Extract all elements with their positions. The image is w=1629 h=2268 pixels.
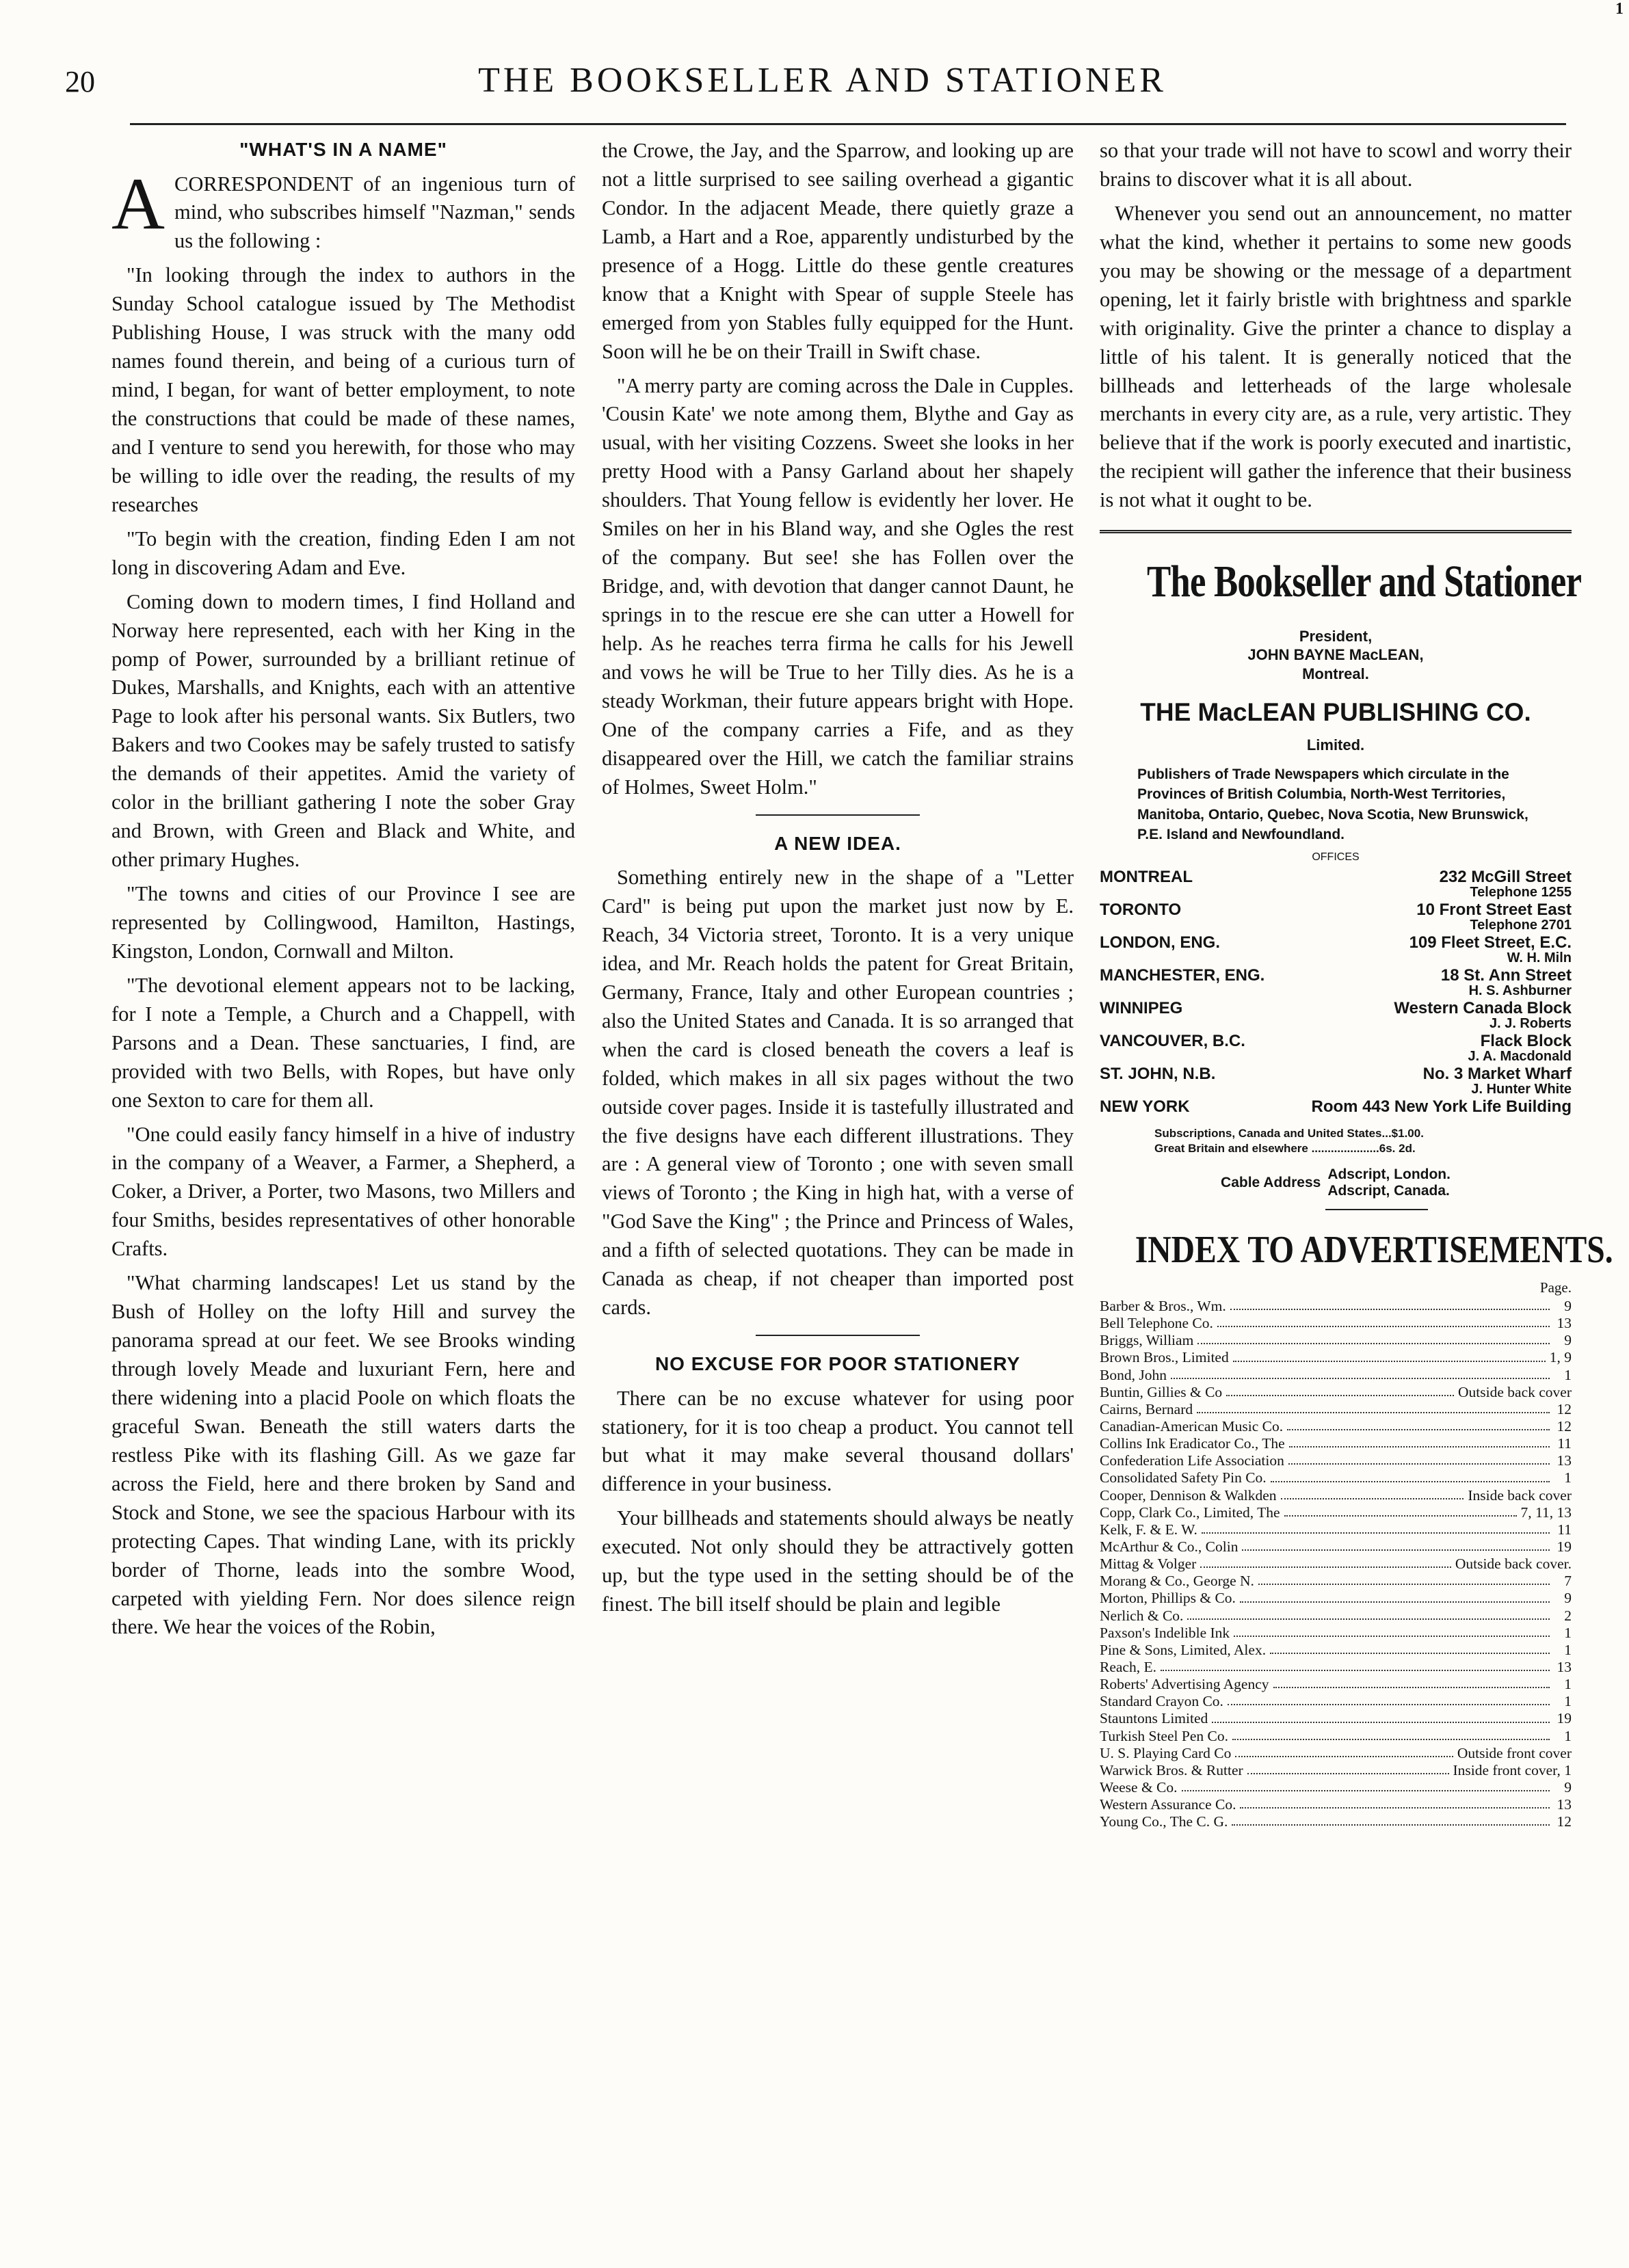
index-page: 1 [1564,1727,1572,1744]
masthead-end-rule [1325,1209,1428,1210]
index-leader-dots [1187,1607,1550,1620]
index-row [1100,1315,1572,1332]
index-advertiser: Briggs, William [1100,1332,1194,1349]
cable-values [1327,1166,1451,1199]
index-page: 12 [1557,1813,1572,1830]
index-page: 1 [1564,1469,1572,1486]
office-city: VANCOUVER, B.C. [1100,1032,1245,1051]
index-leader-dots [1235,1745,1453,1757]
index-leader-dots [1240,1796,1550,1809]
office-city: MONTREAL [1100,868,1193,887]
index-leader-dots [1242,1538,1550,1551]
index-leader-dots [1289,1435,1550,1447]
index-advertiser: Morton, Phillips & Co. [1100,1590,1236,1607]
index-row [1100,1625,1572,1642]
index-page: 1 [1564,1676,1572,1693]
article-stationery-paragraph: Your billheads and statements should always be neatly executed. Not only should they be attractively gotten up, but the type used in the setting should be of the finest. The bill itself should be plain and legible [602,1506,1074,1616]
president-name: JOHN BAYNE MacLEAN, [1247,646,1424,664]
article-names-paragraph: "The towns and cities of our Province I see are represented by Collingwood, Hamilton, Hastings, Kingston, London, Cornwall and Milton. [111,882,575,963]
index-advertiser: Paxson's Indelible Ink [1100,1624,1230,1641]
cable-value: Adscript, London. [1327,1166,1451,1182]
office-row [1100,869,1572,885]
index-page: 9 [1564,1298,1572,1315]
index-leader-dots [1258,1573,1550,1585]
article-names-paragraph: "In looking through the index to authors in the Sunday School catalogue issued by The Methodist Publishing House, I was struck with the many odd names found therein, and being of a curious turn of mind, I began, for want of better employment, to note the constructions that could be made of these names, and I venture to send you herewith, for those who may be willing to idle over the reading, the results of my researches [111,263,575,516]
index-advertiser: Warwick Bros. & Rutter [1100,1761,1243,1778]
header-rule [130,123,1566,125]
index-advertiser: Standard Crayon Co. [1100,1693,1223,1710]
index-row [1100,1298,1572,1315]
cable-label: Cable Address [1221,1174,1321,1190]
index-row [1100,1573,1572,1590]
article-names-paragraph: Coming down to modern times, I find Holland and Norway here represented, each with her King in the pomp of Power, surrounded by a brilliant retinue of Dukes, Marshalls, and Knights, each with an attentive Page to look after his personal wants. Six Butlers, two Bakers and two Cookes may be safely trusted to satisfy the demands of their appetites. Amid the variety of color in the brilliant gathering I note the sober Gray and Brown, with Green and Black and White, and other primary Hughes. [111,589,575,872]
index-page: 1 [1564,1624,1572,1641]
index-advertiser: Kelk, F. & E. W. [1100,1521,1197,1538]
office-detail: J. A. Macdonald [1468,1049,1572,1065]
office-row [1100,935,1572,951]
office-address: 10 Front Street East [1416,900,1572,920]
index-advertiser: U. S. Playing Card Co [1100,1744,1232,1761]
article-names-paragraph: "To begin with the creation, finding Eden I am not long in discovering Adam and Eve. [111,526,575,579]
index-row [1100,1401,1572,1418]
index-advertiser: Canadian-American Music Co. [1100,1418,1284,1435]
office-city: MANCHESTER, ENG. [1100,966,1265,985]
index-row [1100,1693,1572,1710]
index-page: 7 [1564,1573,1572,1590]
index-page: 13 [1557,1315,1572,1332]
index-leader-dots [1197,1401,1550,1413]
index-leader-dots [1240,1590,1550,1602]
article-names-paragraph: "A merry party are coming across the Dale in Cupples. 'Cousin Kate' we note among them, Blythe and Gay as usual, with her visiting Cozzens. Sweet she looks in her pretty Hood with a Pansy Garland about her shapely shoulders. That Young fellow is evidently her lover. He Smiles on her in his Bland way, and she Ogles the rest of the company. But see! she has Follen over the Bridge, and, with devotion that danger cannot Daunt, he springs in to the rescue ere she can utter a Howell for help. As he reaches terra firma he calls for his Jewell and vows he will be True to her Tilly dies. As he is a steady Workman, their future appears bright with Hope. One of the company carries a Fife, and as they disappeared over the Hill, we catch the familiar strains of Holmes, Sweet Holm." [602,373,1074,799]
offices-label: OFFICES [1312,851,1360,864]
index-page: 13 [1557,1658,1572,1675]
article-idea-title: A NEW IDEA. [774,832,901,854]
index-row [1100,1796,1572,1813]
index-advertiser: Confederation Life Association [1100,1452,1284,1469]
index-page: 13 [1557,1452,1572,1469]
index-row [1100,1710,1572,1727]
office-address: No. 3 Market Wharf [1422,1065,1572,1084]
index-page: 12 [1557,1418,1572,1435]
index-leader-dots [1217,1315,1550,1327]
subscriptions-line: Great Britain and elsewhere .....................6s. 2d. [1154,1141,1416,1155]
article-stationery-title: NO EXCUSE FOR POOR STATIONERY [654,1353,1021,1375]
index-page: Inside back cover [1468,1486,1572,1504]
index-page: 1, 9 [1549,1349,1572,1366]
index-page: 1 [1564,1366,1572,1383]
subscriptions-line: Subscriptions, Canada and United States...$1.00. [1154,1127,1424,1140]
index-page: 12 [1557,1400,1572,1417]
index-page: 19 [1557,1710,1572,1727]
index-advertiser: Barber & Bros., Wm. [1100,1298,1226,1315]
column-right [1100,137,1613,1830]
president-label: President, [1299,627,1373,645]
article-names-paragraph: "One could easily fancy himself in a hive of industry in the company of a Weaver, a Farmer, a Shepherd, a Coker, a Driver, a Porter, two Masons, two Millers and four Smiths, besides representatives of other honorable Crafts. [111,1122,575,1261]
index-leader-dots [1247,1762,1449,1774]
article-stationery-paragraph: so that your trade will not have to scowl and worry their brains to discover what it is all about. [1100,139,1572,191]
index-advertiser: Young Co., The C. G. [1100,1813,1228,1830]
index-advertiser: McArthur & Co., Colin [1100,1538,1239,1555]
office-detail: W. H. Miln [1507,950,1572,966]
article-stationery-paragraph: There can be no excuse whatever for using poor stationery, for it is too cheap a product. You cannot tell but what it may make several thousand dollars' difference in your business. [602,1386,1074,1496]
masthead-title: The Bookseller and Stationer [1147,557,1582,607]
index-leader-dots [1228,1693,1550,1705]
index-leader-dots [1230,1298,1550,1310]
index-row [1100,1607,1572,1625]
index-leader-dots [1232,1813,1550,1826]
office-detail: H. S. Ashburner [1468,983,1572,999]
index-advertiser: Cooper, Dennison & Walkden [1100,1486,1277,1504]
index-advertiser: Consolidated Safety Pin Co. [1100,1469,1267,1486]
index-advertiser: Buntin, Gillies & Co [1100,1383,1223,1400]
cable-value: Adscript, Canada. [1327,1183,1450,1199]
index-advertiser: Western Assurance Co. [1100,1796,1236,1813]
index-leader-dots [1288,1452,1550,1465]
index-leader-dots [1232,1728,1550,1740]
index-page: 13 [1557,1796,1572,1813]
index-advertiser: Collins Ink Eradicator Co., The [1100,1435,1285,1452]
index-page: 19 [1557,1538,1572,1555]
index-row [1100,1762,1572,1779]
index-advertiser: Pine & Sons, Limited, Alex. [1100,1641,1267,1658]
column-middle [602,137,1074,1625]
office-detail: J. J. Roberts [1489,1016,1572,1032]
index-row [1100,1642,1572,1659]
office-row [1100,902,1572,918]
office-detail: Telephone 2701 [1470,918,1572,933]
office-city: NEW YORK [1100,1097,1190,1117]
index-leader-dots [1226,1384,1454,1396]
offices-list [1100,869,1572,1115]
index-row [1100,1538,1572,1556]
index-row [1100,1384,1572,1401]
office-city: LONDON, ENG. [1100,933,1221,952]
index-advertiser: Bond, John [1100,1366,1167,1383]
index-leader-dots [1182,1779,1550,1791]
office-address: Western Canada Block [1394,999,1572,1018]
index-row [1100,1779,1572,1796]
index-advertiser: Morang & Co., George N. [1100,1573,1254,1590]
index-page: 9 [1564,1332,1572,1349]
index-row [1100,1469,1572,1486]
article-names-paragraph: "What charming landscapes! Let us stand by the Bush of Holley on the lofty Hill and survey the panorama spread at our feet. We see Brooks winding through lovely Meade and luxuriant Fern, here and there widening into a placid Poole on which floats the graceful Swan. Beneath the still waters darts the restless Pike with its flashing Gill. As we gaze far across the Field, here and there broken by Sand and Stock and Stone, we see the spacious Harbour with its protecting Capes. That winding Lane, with its prickly border of Thorne, leads into the sombre Wood, carpeted with yielding Fern. Nor does silence reign there. We hear the voices of the Robin, [111,1271,575,1639]
index-row [1100,1418,1572,1435]
index-row [1100,1435,1572,1452]
index-leader-dots [1171,1367,1550,1379]
subscriptions [1154,1126,1572,1156]
office-row [1100,1099,1572,1115]
index-advertiser: Turkish Steel Pen Co. [1100,1727,1228,1744]
index-row [1100,1487,1572,1504]
index-row [1100,1556,1572,1573]
index-leader-dots [1281,1487,1464,1499]
column-left [111,137,575,1647]
index-row [1100,1659,1572,1676]
index-row [1100,1452,1572,1469]
index-list [1100,1298,1572,1830]
index-row [1100,1504,1572,1521]
index-leader-dots [1284,1504,1517,1517]
index-page: 11 [1557,1435,1572,1452]
index-page: 1 [1564,1693,1572,1710]
index-advertiser: Nerlich & Co. [1100,1607,1184,1624]
index-advertiser: Roberts' Advertising Agency [1100,1676,1269,1693]
index-leader-dots [1234,1625,1550,1637]
index-leader-dots [1270,1642,1550,1654]
index-leader-dots [1197,1332,1550,1344]
masthead-rule [1100,530,1572,533]
office-address: Flack Block [1480,1032,1572,1051]
index-leader-dots [1161,1659,1550,1671]
publisher-sub: Limited. [1306,736,1365,754]
office-address: Room 443 New York Life Building [1311,1097,1572,1117]
index-page: Outside back cover. [1455,1556,1572,1573]
office-city: WINNIPEG [1100,999,1183,1018]
index-leader-dots [1202,1521,1550,1534]
index-row [1100,1728,1572,1745]
page-header [65,60,1580,109]
office-detail: J. Hunter White [1471,1082,1572,1097]
office-address: 18 St. Ann Street [1440,966,1572,985]
index-advertiser: Reach, E. [1100,1658,1156,1675]
index-row [1100,1367,1572,1384]
running-title: THE BOOKSELLER AND STATIONER [478,61,1167,100]
index-row [1100,1813,1572,1830]
index-advertiser: Stauntons Limited [1100,1710,1208,1727]
index-row [1100,1745,1572,1762]
section-divider [756,814,920,816]
publisher-description: Publishers of Trade Newspapers which circulate in the Provinces of British Columbia, North-West Territories, Manitoba, Ontario, Quebec, Nova Scotia, New Brunswick, P.E. Island and Newfoundland. [1137,766,1528,842]
index-page-label: Page. [1539,1279,1572,1296]
page-number: 20 [65,65,95,98]
index-row [1100,1521,1572,1538]
index-leader-dots [1273,1676,1550,1688]
index-leader-dots [1287,1418,1550,1430]
president-city: Montreal. [1302,665,1369,682]
office-city: ST. JOHN, N.B. [1100,1065,1216,1084]
index-page: 11 [1557,1521,1572,1538]
index-advertiser: Cairns, Bernard [1100,1400,1193,1417]
article-names-paragraph: ACORRESPONDENT of an ingenious turn of mind, who subscribes himself "Nazman," sends us the following : [111,163,575,253]
cable-address [1100,1166,1572,1199]
office-row [1100,1000,1572,1017]
index-advertiser: Copp, Clark Co., Limited, The [1100,1504,1280,1521]
index-leader-dots [1212,1710,1550,1722]
index-page: 9 [1564,1778,1572,1796]
index-title: INDEX TO ADVERTISEMENTS. [1135,1229,1613,1272]
index-page: Outside back cover [1458,1383,1572,1400]
index-advertiser: Mittag & Volger [1100,1556,1197,1573]
office-address: 232 McGill Street [1439,868,1572,887]
index-page: 1 [1564,1641,1572,1658]
index-row [1100,1590,1572,1607]
article-names-paragraph: "The devotional element appears not to be lacking, for I note a Temple, a Church and a Chappell, with Parsons and a Dean. These sanctuaries, I find, are provided with two Bells, with Ropes, but have only one Sexton to care for them all. [111,973,575,1112]
index-row [1100,1349,1572,1366]
drop-cap: A [111,163,165,245]
index-leader-dots [1200,1556,1451,1568]
office-row [1100,968,1572,984]
index-page: 7, 11, 13 [1520,1504,1572,1521]
office-row [1100,1033,1572,1050]
index-page: Outside front cover [1457,1744,1572,1761]
index-page: 2 [1564,1607,1572,1624]
index-leader-dots [1233,1349,1546,1361]
office-row [1100,1066,1572,1082]
article-stationery-paragraph: Whenever you send out an announcement, no matter what the kind, whether it pertains to some new goods you may be showing or the message of a department opening, let it fairly bristle with brightness and sparkle with originality. Give the printer a chance to display a little of his talent. It is generally noticed that the billheads and letterheads of the large wholesale merchants in every city are, as a rule, very artistic. They believe that if the work is poorly executed and inartistic, the recipient will gather the inference that their business is not what it ought to be. [1100,201,1572,512]
article-names-paragraph: the Crowe, the Jay, and the Sparrow, and looking up are not a little surprised to see sailing overhead a gigantic Condor. In the adjacent Meade, there quietly graze a Lamb, a Hart and a Roe, apparently undisturbed by the presence of a Hogg. Little do these gentle creatures know that a Knight with Spear of supple Steele has emerged from yon Stables fully equipped for the Hunt. Soon will he be on their Traill in Swift chase. [602,139,1074,363]
index-leader-dots [1271,1469,1550,1482]
index-advertiser: Weese & Co. [1100,1778,1178,1796]
publisher-name: THE MacLEAN PUBLISHING CO. [1140,698,1531,727]
office-city: TORONTO [1100,900,1182,920]
index-page: 9 [1564,1590,1572,1607]
index-row [1100,1332,1572,1349]
index-page: Inside front cover, 1 [1453,1761,1572,1778]
index-row [1100,1676,1572,1693]
article-names-title: "WHAT'S IN A NAME" [239,139,447,160]
index-advertiser: Brown Bros., Limited [1100,1349,1229,1366]
office-detail: Telephone 1255 [1470,885,1572,900]
page-corner-mark: 1 [1615,0,1624,18]
section-divider [756,1335,920,1336]
article-idea-paragraph: Something entirely new in the shape of a "Letter Card" is being put upon the market just now by E. Reach, 34 Victoria street, Toronto. It is a very unique idea, and Mr. Reach holds the patent for Great Britain, Germany, France, Italy and other European countries ; also the United States and Canada. It is so arranged that when the card is closed beneath the covers a leaf is folded, which makes in all six pages without the two outside cover pages. Inside it is tastefully illustrated and the five designs have each different illustrations. They are : A general view of Toronto ; one with seven small views of Toronto ; the King in high hat, with a verse of "God Save the King" ; the Prince and Princess of Wales, and a fifth of selected quotations. They can be made in Canada as cheap, if not cheaper than imported post cards. [602,866,1074,1320]
office-address: 109 Fleet Street, E.C. [1409,933,1572,952]
index-advertiser: Bell Telephone Co. [1100,1315,1213,1332]
